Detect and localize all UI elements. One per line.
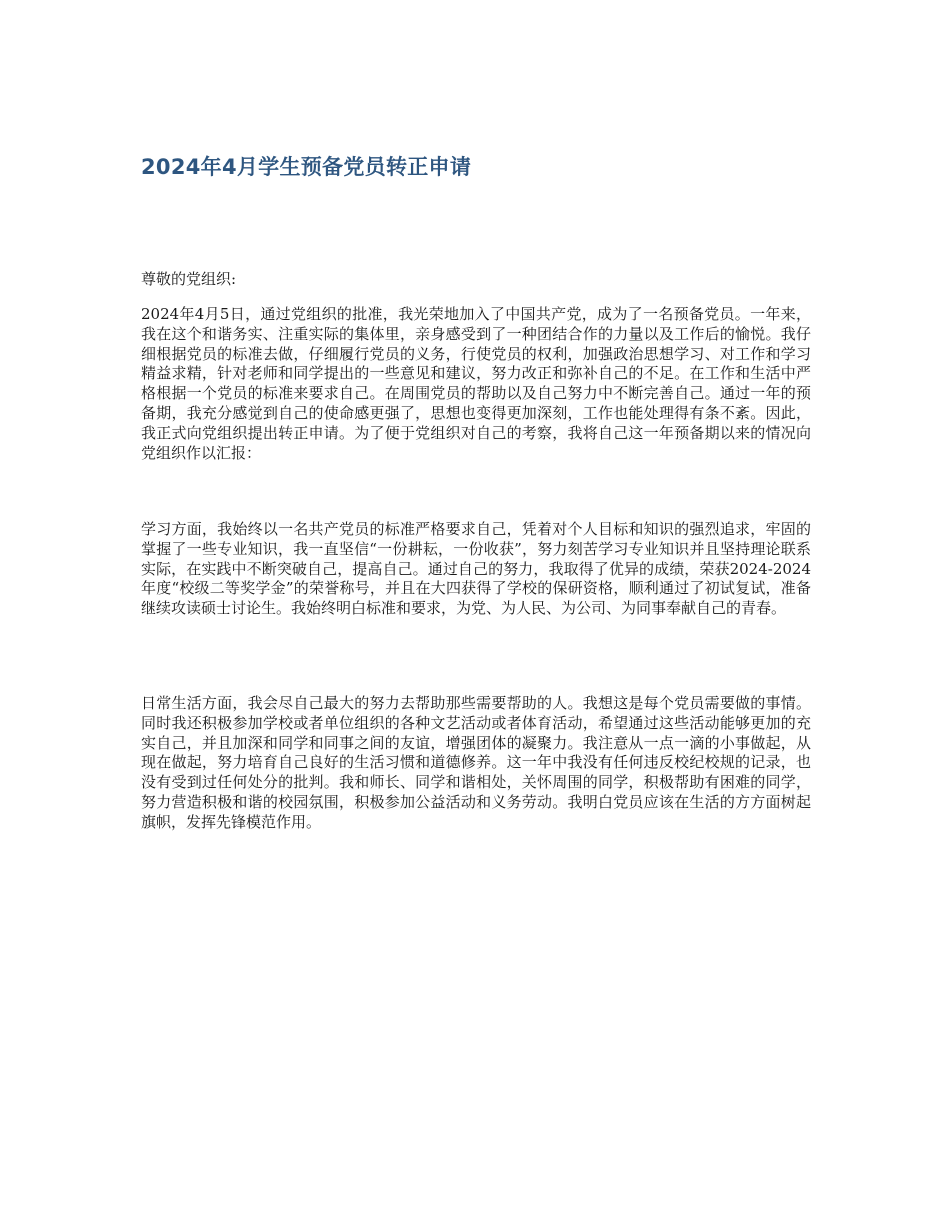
paragraph-daily-life: 日常生活方面，我会尽自己最大的努力去帮助那些需要帮助的人。我想这是每个党员需要做的事情。同时我还积极参加学校或者单位组织的各种文艺活动或者体育活动，希望通过这些活动能够更加的充实自己，并且加深和同学和同事之间的友谊，增强团体的凝聚力。我注意从一点一滴的小事做起，从现在做起，努力培育自己良好的生活习惯和道德修养。这一年中我没有任何违反校纪校规的记录，也没有受到过任何处分的批判。我和师长、同学和谐相处，关怀周围的同学，积极帮助有困难的同学，努力营造积极和谐的校园氛围，积极参加公益活动和义务劳动。我明白党员应该在生活的方方面树起旗帜，发挥先锋模范作用。 bbox=[141, 694, 811, 831]
paragraph-introduction: 2024年4月5日，通过党组织的批准，我光荣地加入了中国共产党，成为了一名预备党员。一年来，我在这个和谐务实、注重实际的集体里，亲身感受到了一种团结合作的力量以及工作后的愉悦。我仔细根据党员的标准去做，仔细履行党员的义务，行使党员的权利，加强政治思想学习、对工作和学习精益求精，针对老师和同学提出的一些意见和建议，努力改正和弥补自己的不足。在工作和生活中严格根据一个党员的标准来要求自己。在周围党员的帮助以及自己努力中不断完善自己。通过一年的预备期，我充分感觉到自己的使命感更强了，思想也变得更加深刻，工作也能处理得有条不紊。因此，我正式向党组织提出转正申请。为了便于党组织对自己的考察，我将自己这一年预备期以来的情况向党组织作以汇报： bbox=[141, 305, 811, 462]
paragraph-study: 学习方面，我始终以一名共产党员的标准严格要求自己，凭着对个人目标和知识的强烈追求，牢固的掌握了一些专业知识，我一直坚信“一份耕耘，一份收获”，努力刻苦学习专业知识并且坚持理论联系实际，在实践中不断突破自己，提高自己。通过自己的努力，我取得了优异的成绩，荣获2024-2024年度“校级二等奖学金”的荣誉称号，并且在大四获得了学校的保研资格，顺利通过了初试复试，准备继续攻读硕士讨论生。我始终明白标准和要求，为党、为人民、为公司、为同事奉献自己的青春。 bbox=[141, 520, 811, 618]
salutation: 尊敬的党组织: bbox=[141, 270, 237, 288]
document-title: 2024年4月学生预备党员转正申请 bbox=[141, 155, 472, 179]
